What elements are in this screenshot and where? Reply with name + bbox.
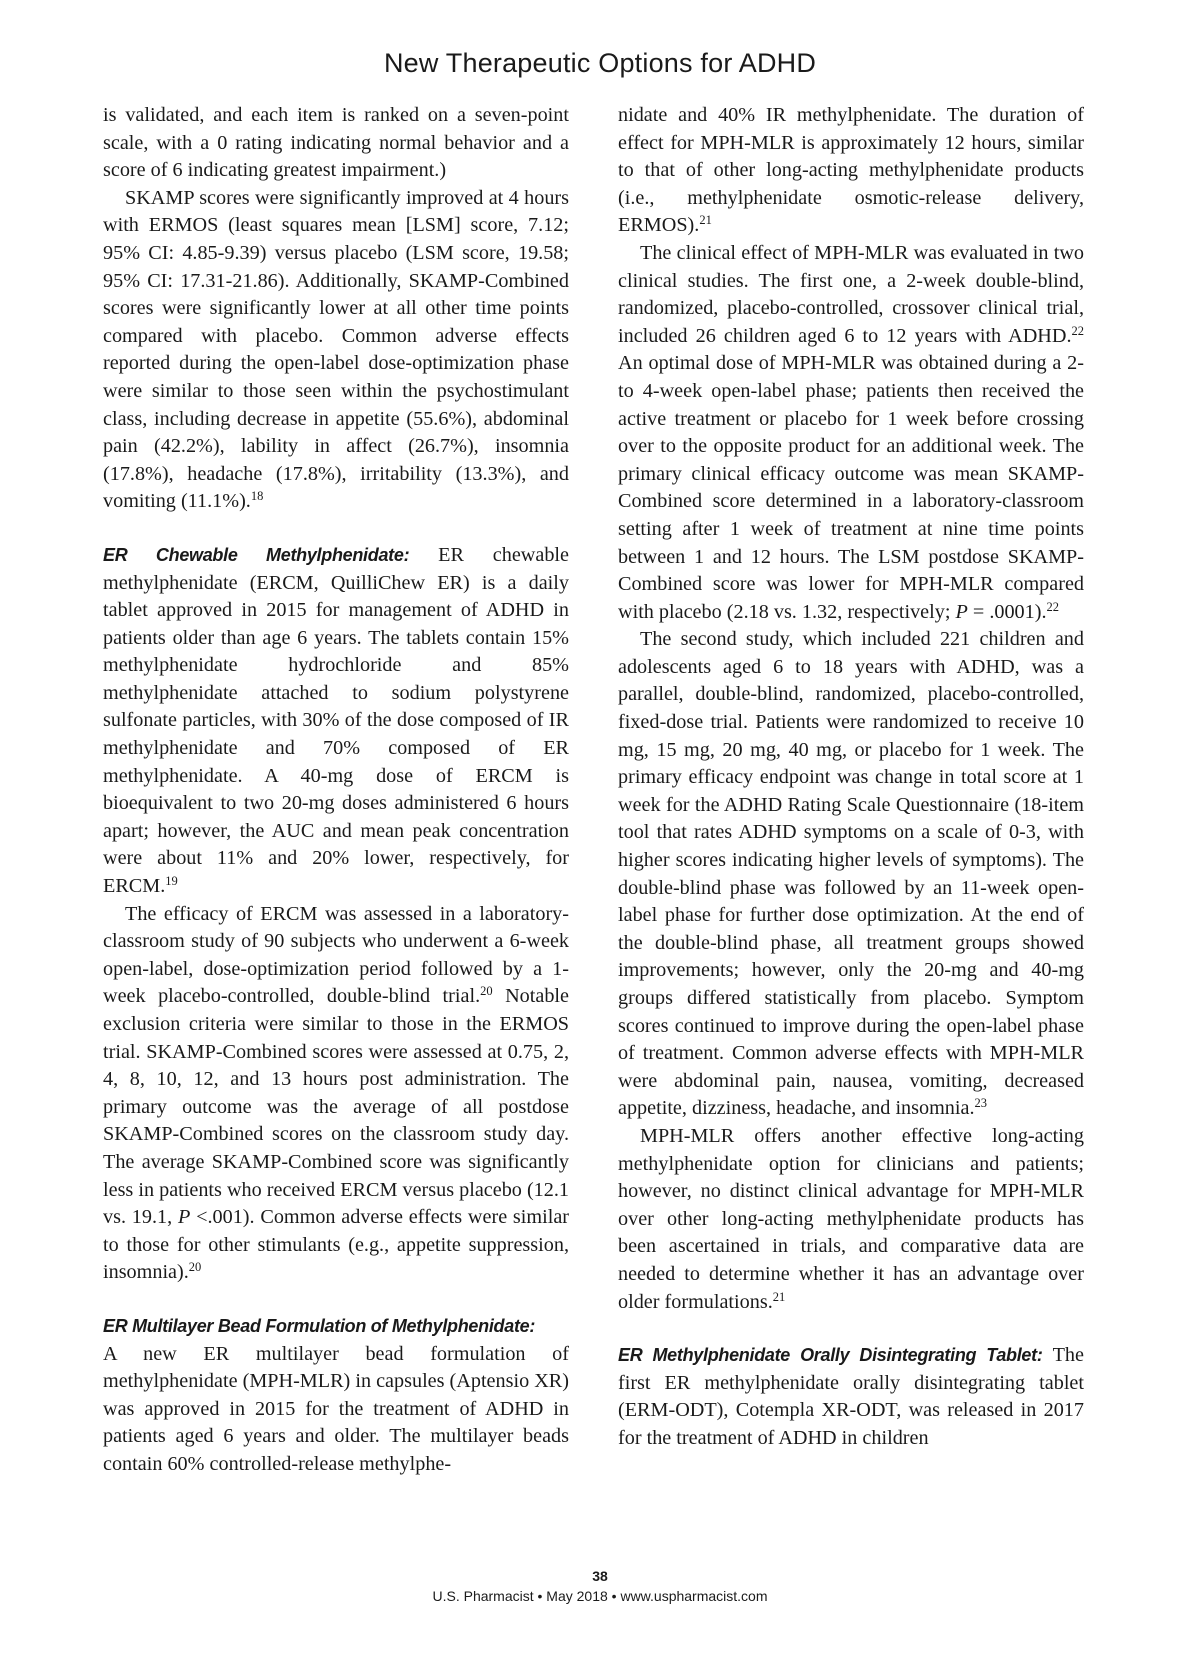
- body-paragraph: The clinical effect of MPH-MLR was evaluated in two clinical studies. The first one, a 2-week double-blind, randomized, placebo-controlled, crossover clinical trial, included 26 children aged 6 to 12 years with ADHD.$^{22}$ An optimal dose of MPH-MLR was obtained during a 2- to 4-week open-label phase; patients then received the active treatment or placebo for 1 week before crossing over to the opposite product for an additional week. The primary clinical efficacy outcome was mean SKAMP-Combined score determined in a laboratory-classroom setting after 1 week of treatment at nine time points between 1 and 12 hours. The LSM postdose SKAMP-Combined score was lower for MPH-MLR compared with placebo (2.18 vs. 1.32, respectively; P = .0001).$^{22}$: [618, 241, 1084, 623]
- section-mph-mlr: ER Multilayer Bead Formulation of Methylphenidate: A new ER multilayer bead formulation of methylphenidate (MPH-MLR) in capsules (Aptensio XR) was approved in 2015 for the treatment of ADHD in patients aged 6 years and older. The multilayer beads contain 60% controlled-release methylphe-: [103, 1315, 569, 1475]
- section-heading: ER Chewable Methylphenidate:: [103, 544, 410, 565]
- left-column: [103, 102, 569, 1479]
- footer-publication-line: U.S. Pharmacist • May 2018 • www.uspharmacist.com: [432, 1588, 768, 1604]
- body-paragraph: MPH-MLR offers another effective long-acting methylphenidate option for clinicians and patients; however, no distinct clinical advantage for MPH-MLR over other long-acting methylphenidate products has been ascertained in trials, and comparative data are needed to determine whether it has an advantage over older formulations.$^{21}$: [618, 1124, 1084, 1313]
- p-value-symbol: P: [955, 600, 968, 623]
- body-paragraph: nidate and 40% IR methylphenidate. The duration of effect for MPH-MLR is approximately 12 hours, similar to that of other long-acting methylphenidate products (i.e., methylphenidate osmotic-release delivery, ERMOS).$^{21}$: [618, 104, 1084, 237]
- body-paragraph: The second study, which included 221 children and adolescents aged 6 to 18 years with ADHD, was a parallel, double-blind, randomized, placebo-controlled, fixed-dose trial. Patients were randomized to receive 10 mg, 15 mg, 20 mg, 40 mg, or placebo for 1 week. The primary efficacy endpoint was change in total score at 1 week for the ADHD Rating Scale Questionnaire (18-item tool that rates ADHD symptoms on a scale of 0-3, with higher scores indicating higher levels of symptoms). The double-blind phase was followed by an 11-week open-label phase for further dose optimization. At the end of the double-blind phase, all treatment groups showed improvements; however, only the 20-mg and 40-mg groups differed statistically from placebo. Symptom scores continued to improve during the open-label phase of treatment. Common adverse effects with MPH-MLR were abdominal pain, nausea, vomiting, decreased appetite, dizziness, headache, and insomnia.$^{23}$: [618, 628, 1084, 1120]
- p-value-symbol: P: [177, 1206, 191, 1229]
- reference-superscript: 23: [974, 1096, 988, 1111]
- reference-superscript: 19: [165, 874, 178, 889]
- body-paragraph: The efficacy of ERCM was assessed in a laboratory-classroom study of 90 subjects who underwent a 6-week open-label, dose-optimization period followed by a 1-week placebo-controlled, double-blind trial.$^{20}$ Notable exclusion criteria were similar to those in the ERMOS trial. SKAMP-Combined scores were assessed at 0.75, 2, 4, 8, 10, 12, and 13 hours post administration. The primary outcome was the average of all postdose SKAMP-Combined scores on the classroom study day. The average SKAMP-Combined score was significantly less in patients who received ERCM versus placebo (12.1 vs. 19.1, P <.001). Common adverse effects were similar to those for other stimulants (e.g., appetite suppression, insomnia).$^{20}$: [103, 902, 570, 1284]
- reference-superscript: 22: [1046, 599, 1060, 614]
- reference-superscript: 22: [1071, 323, 1084, 338]
- section-ercm: ER Chewable Methylphenidate: ER chewable methylphenidate (ERCM, QuilliChew ER) is a daily tablet approved in 2015 for management of ADHD in patients older than age 6 years. The tablets contain 15% methylphenidate hydrochloride and 85% methylphenidate attached to sodium polystyrene sulfonate particles, with 30% of the dose composed of IR methylphenidate and 70% composed of ER methylphenidate. A 40-mg dose of ERCM is bioequivalent to two 20-mg doses administered 6 hours apart; however, the AUC and mean peak concentration were about 11% and 20% lower, respectively, for ERCM.$^{19}$: [103, 543, 569, 898]
- reference-superscript: 18: [250, 489, 264, 504]
- reference-superscript: 21: [699, 213, 712, 228]
- body-paragraph: is validated, and each item is ranked on a seven-point scale, with a 0 rating indicating normal behavior and a score of 6 indicating greatest impairment.): [103, 104, 569, 182]
- reference-superscript: 21: [772, 1289, 786, 1304]
- section-heading: ER Multilayer Bead Formulation of Methylphenidate:: [103, 1315, 536, 1336]
- right-column: [618, 102, 1084, 1453]
- reference-superscript: 20: [188, 1260, 202, 1275]
- section-heading: ER Methylphenidate Orally Disintegrating Tablet:: [618, 1345, 1043, 1366]
- body-paragraph: SKAMP scores were significantly improved at 4 hours with ERMOS (least squares mean [LSM] score, 7.12; 95% CI: 4.85-9.39) versus placebo (LSM score, 19.58; 95% CI: 17.31-21.86). Additionally, SKAMP-Combined scores were significantly lower at all other time points compared with placebo. Common adverse effects reported during the open-label dose-optimization phase were similar to those seen within the psychostimulant class, including decrease in appetite (55.6%), abdominal pain (42.2%), lability in affect (26.7%), insomnia (17.8%), headache (17.8%), irritability (13.3%), and vomiting (11.1%).$^{18}$: [103, 186, 569, 513]
- page-number: 38: [592, 1568, 608, 1584]
- running-header: New Therapeutic Options for ADHD: [383, 48, 817, 78]
- reference-superscript: 20: [480, 984, 493, 999]
- section-erm-odt: ER Methylphenidate Orally Disintegrating Tablet: The first ER methylphenidate orally disintegrating tablet (ERM-ODT), Cotempla XR-ODT, was released in 2017 for the treatment of ADHD in children: [618, 1344, 1084, 1449]
